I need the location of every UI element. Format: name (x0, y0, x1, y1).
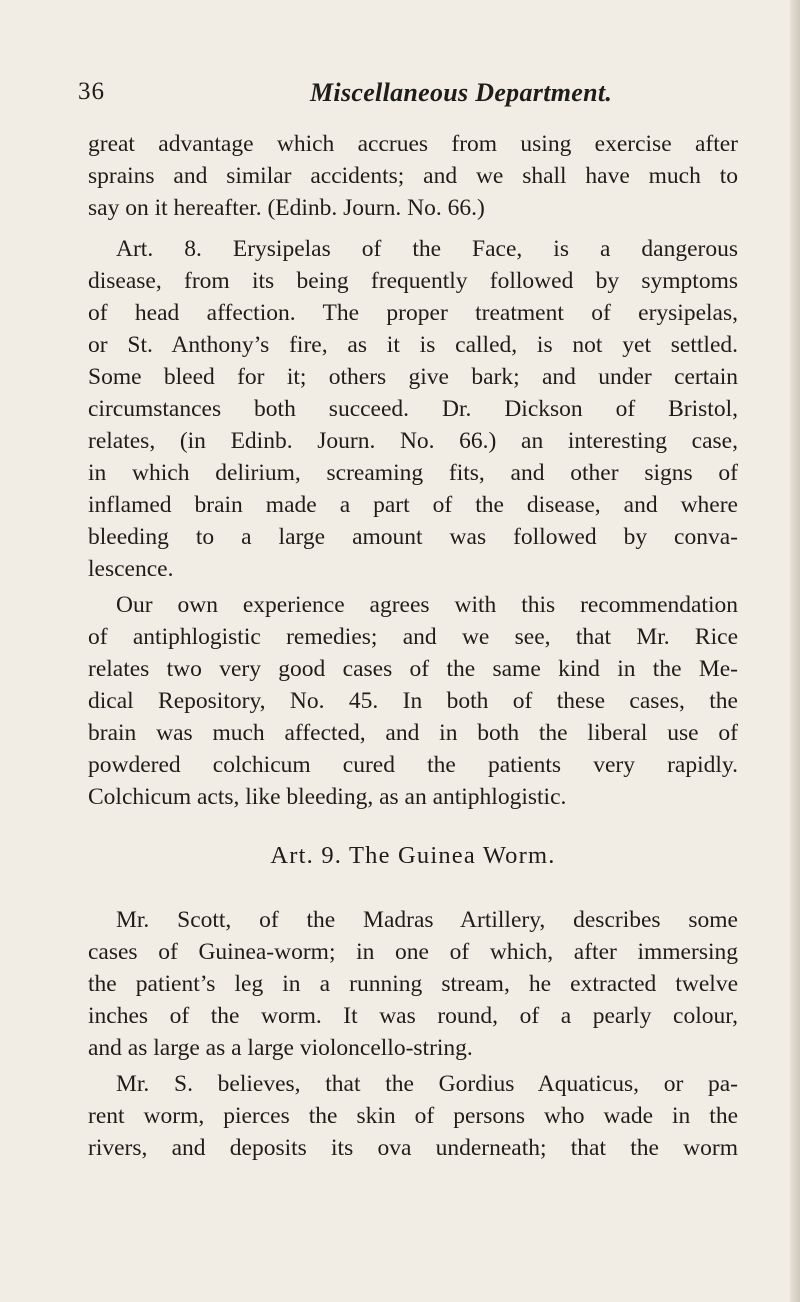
text-line: cases of Guinea-worm; in one of which, after immersing (88, 939, 738, 965)
article-8-first-line: Art. 8. Erysipelas of the Face, is a dangerous (116, 236, 738, 262)
text-line: Our own experience agrees with this recommendation (116, 592, 738, 618)
text-line: in which delirium, screaming fits, and other signs of (88, 460, 738, 486)
text-line: dical Repository, No. 45. In both of these cases, the (88, 688, 738, 714)
article-9-heading: Art. 9. The Guinea Worm. (270, 842, 556, 869)
text-line: bleeding to a large amount was followed by conva- (88, 524, 738, 550)
text-line: lescence. (88, 556, 174, 582)
text-line: Colchicum acts, like bleeding, as an antiphlogistic. (88, 784, 567, 810)
text-line: the patient’s leg in a running stream, he extracted twelve (88, 971, 738, 997)
text-line: rivers, and deposits its ova underneath; that the worm (88, 1135, 738, 1161)
text-line: say on it hereafter. (Edinb. Journ. No. 66.) (88, 195, 485, 221)
text-line: inches of the worm. It was round, of a pearly colour, (88, 1003, 738, 1029)
text-line: great advantage which accrues from using exercise after (88, 131, 738, 157)
running-head-title: Miscellaneous Department. (310, 78, 613, 107)
text-line: disease, from its being frequently followed by symptoms (88, 268, 738, 294)
text-line: or St. Anthony’s fire, as it is called, is not yet settled. (88, 332, 738, 358)
page-number: 36 (78, 78, 105, 105)
text-line: of antiphlogistic remedies; and we see, that Mr. Rice (88, 624, 738, 650)
text-line: Mr. S. believes, that the Gordius Aquaticus, or pa- (116, 1071, 738, 1097)
page-edge (790, 0, 800, 1302)
text-line: powdered colchicum cured the patients very rapidly. (88, 752, 738, 778)
text-line: relates, (in Edinb. Journ. No. 66.) an interesting case, (88, 428, 738, 454)
text-line: of head affection. The proper treatment of erysipelas, (88, 300, 738, 326)
text-line: brain was much affected, and in both the liberal use of (88, 720, 738, 746)
text-line: inflamed brain made a part of the disease, and where (88, 492, 738, 518)
text-line: Mr. Scott, of the Madras Artillery, describes some (116, 907, 738, 933)
running-header (78, 78, 738, 118)
text-line: relates two very good cases of the same kind in the Me- (88, 656, 738, 682)
text-line: and as large as a large violoncello-string. (88, 1035, 473, 1061)
text-line: sprains and similar accidents; and we shall have much to (88, 163, 738, 189)
text-line: rent worm, pierces the skin of persons who wade in the (88, 1103, 738, 1129)
text-line: circumstances both succeed. Dr. Dickson of Bristol, (88, 396, 738, 422)
text-line: Some bleed for it; others give bark; and under certain (88, 364, 738, 390)
